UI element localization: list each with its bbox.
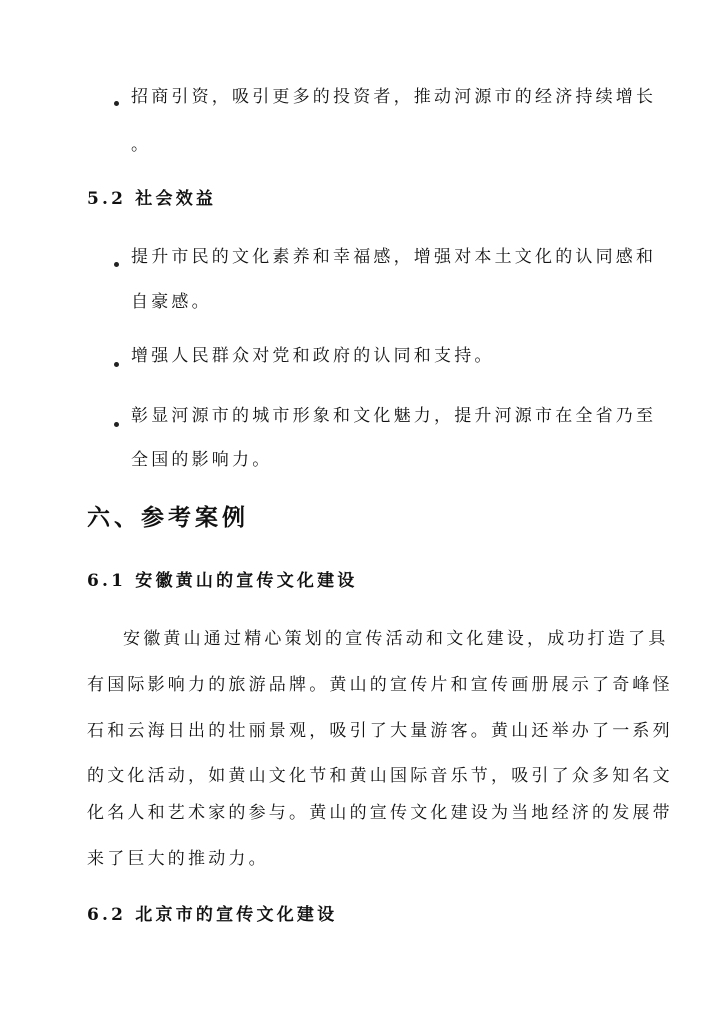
section-heading-6-2: 6.2 北京市的宣传文化建设 bbox=[87, 905, 338, 925]
paragraph-line: 来了巨大的推动力。 bbox=[87, 849, 269, 869]
paragraph-line: 安徽黄山通过精心策划的宣传活动和文化建设，成功打造了具 bbox=[123, 629, 669, 649]
paragraph-line: 化名人和艺术家的参与。黄山的宣传文化建设为当地经济的发展带 bbox=[87, 803, 673, 823]
list-item-continuation: 全国的影响力。 bbox=[131, 450, 273, 470]
list-item: 彰显河源市的城市形象和文化魅力，提升河源市在全省乃至 bbox=[131, 406, 657, 426]
list-item-continuation: 自豪感。 bbox=[131, 292, 212, 312]
list-item: 增强人民群众对党和政府的认同和支持。 bbox=[131, 346, 495, 366]
chapter-heading-6: 六、参考案例 bbox=[87, 504, 249, 531]
list-item: 提升市民的文化素养和幸福感，增强对本土文化的认同感和 bbox=[131, 247, 657, 267]
bullet-icon bbox=[114, 101, 119, 106]
section-heading-5-2: 5.2 社会效益 bbox=[87, 189, 217, 209]
section-heading-6-1: 6.1 安徽黄山的宣传文化建设 bbox=[87, 571, 358, 591]
list-item-continuation: 。 bbox=[131, 135, 152, 155]
paragraph-line: 的文化活动，如黄山文化节和黄山国际音乐节，吸引了众多知名文 bbox=[87, 766, 673, 786]
paragraph-line: 石和云海日出的壮丽景观，吸引了大量游客。黄山还举办了一系列 bbox=[87, 721, 673, 741]
bullet-icon bbox=[114, 362, 119, 367]
paragraph-line: 有国际影响力的旅游品牌。黄山的宣传片和宣传画册展示了奇峰怪 bbox=[87, 675, 673, 695]
bullet-icon bbox=[114, 422, 119, 427]
bullet-icon bbox=[114, 262, 119, 267]
list-item: 招商引资，吸引更多的投资者，推动河源市的经济持续增长 bbox=[131, 87, 657, 107]
